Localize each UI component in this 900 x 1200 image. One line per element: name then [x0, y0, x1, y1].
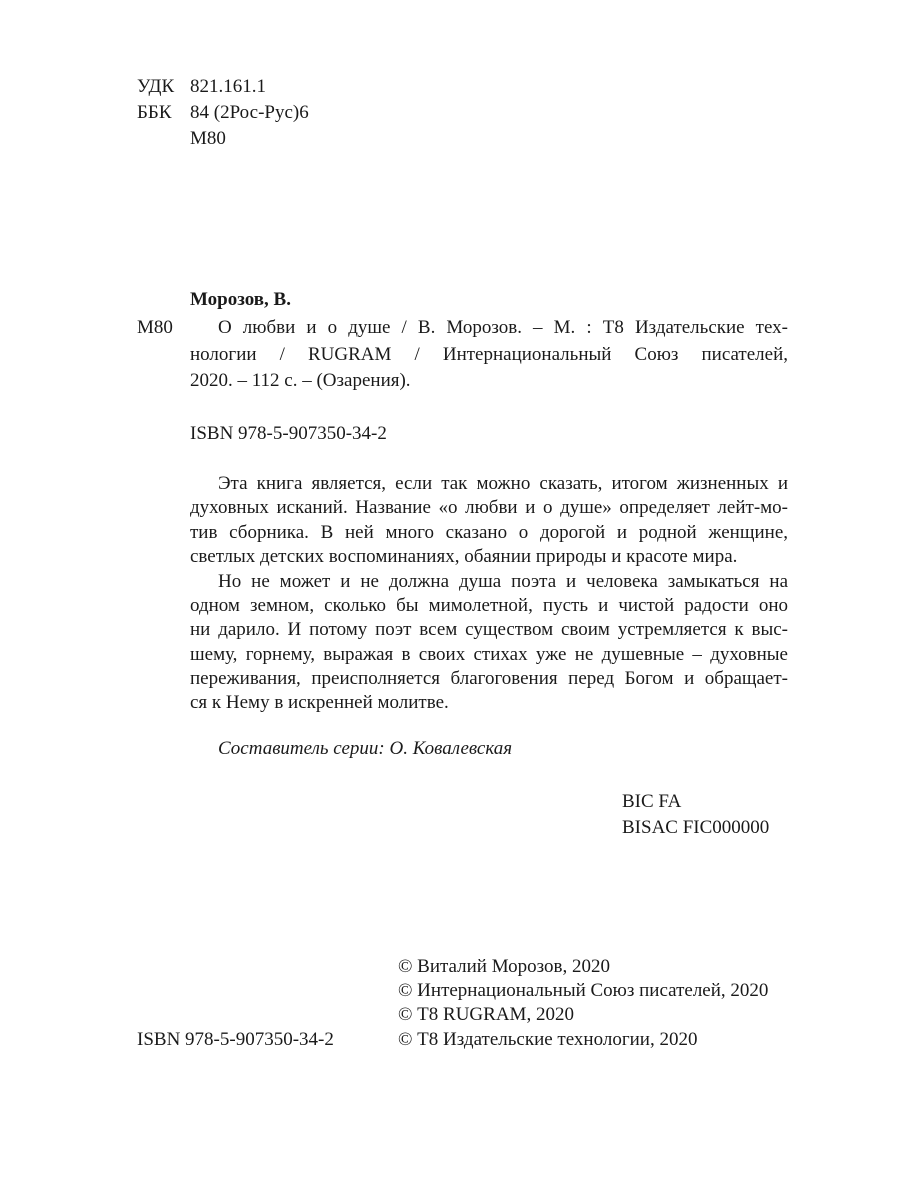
annotation-line — [190, 521, 788, 545]
annotation-line: ся к Нему в искренней молитве. — [190, 692, 449, 713]
text-line: Но не может и не должна душа поэта и человека замыкаться на — [218, 571, 788, 592]
udk-label: УДК — [137, 76, 175, 97]
bbk-value: 84 (2Рос-Рус)6 — [190, 102, 309, 123]
bic-code: BIC FA — [622, 791, 682, 812]
author-mark-top: М80 — [190, 128, 226, 149]
text-line: одном земном, сколько бы мимолетной, пусть и чистой радости оно — [190, 595, 788, 616]
bisac-code: BISAC FIC000000 — [622, 817, 770, 838]
copyright-line: © Т8 Издательские технологии, 2020 — [398, 1029, 698, 1050]
udk-value: 821.161.1 — [190, 76, 266, 97]
text-line: шему, горнему, выражая в своих стихах уже не душевные – духовные — [190, 644, 788, 665]
annotation-line — [190, 643, 788, 667]
annotation-line — [190, 618, 788, 642]
annotation-line: светлых детских воспоминаниях, обаянии природы и красоте мира. — [190, 546, 738, 567]
copyright-line: © Т8 RUGRAM, 2020 — [398, 1004, 574, 1025]
bbk-label: ББК — [137, 102, 172, 123]
copyright-line: © Виталий Морозов, 2020 — [398, 956, 611, 977]
text-line: тив сборника. В ней много сказано о дорогой и родной женщине, — [190, 522, 788, 543]
annotation-line — [218, 472, 788, 496]
description-line-2 — [190, 343, 788, 367]
description-line-3: 2020. – 112 с. – (Озарения). — [190, 370, 411, 391]
text-line: ни дарило. И потому поэт всем существом своим устремляется к выс- — [190, 619, 788, 640]
annotation-line — [190, 667, 788, 691]
author-heading: Морозов, В. — [190, 289, 291, 310]
author-mark: М80 — [137, 317, 173, 338]
annotation-line — [190, 496, 788, 520]
annotation-line — [218, 570, 788, 594]
text-line: духовных исканий. Название «о любви и о душе» определяет лейт-мо- — [190, 497, 788, 518]
description-line-1 — [218, 316, 788, 340]
series-compiler: Составитель серии: О. Ковалевская — [218, 738, 513, 759]
isbn: ISBN 978-5-907350-34-2 — [190, 423, 387, 444]
text-line: О любви и о душе / В. Морозов. – М. : Т8 Издательские тех- — [218, 317, 788, 338]
text-line: нологии / RUGRAM / Интернациональный Союз писателей, — [190, 344, 788, 365]
footer-isbn: ISBN 978-5-907350-34-2 — [137, 1029, 334, 1050]
copyright-line: © Интернациональный Союз писателей, 2020 — [398, 980, 769, 1001]
text-line: переживания, преисполняется благоговения перед Богом и обращает- — [190, 668, 788, 689]
annotation-line — [190, 594, 788, 618]
text-line: Эта книга является, если так можно сказать, итогом жизненных и — [218, 473, 788, 494]
